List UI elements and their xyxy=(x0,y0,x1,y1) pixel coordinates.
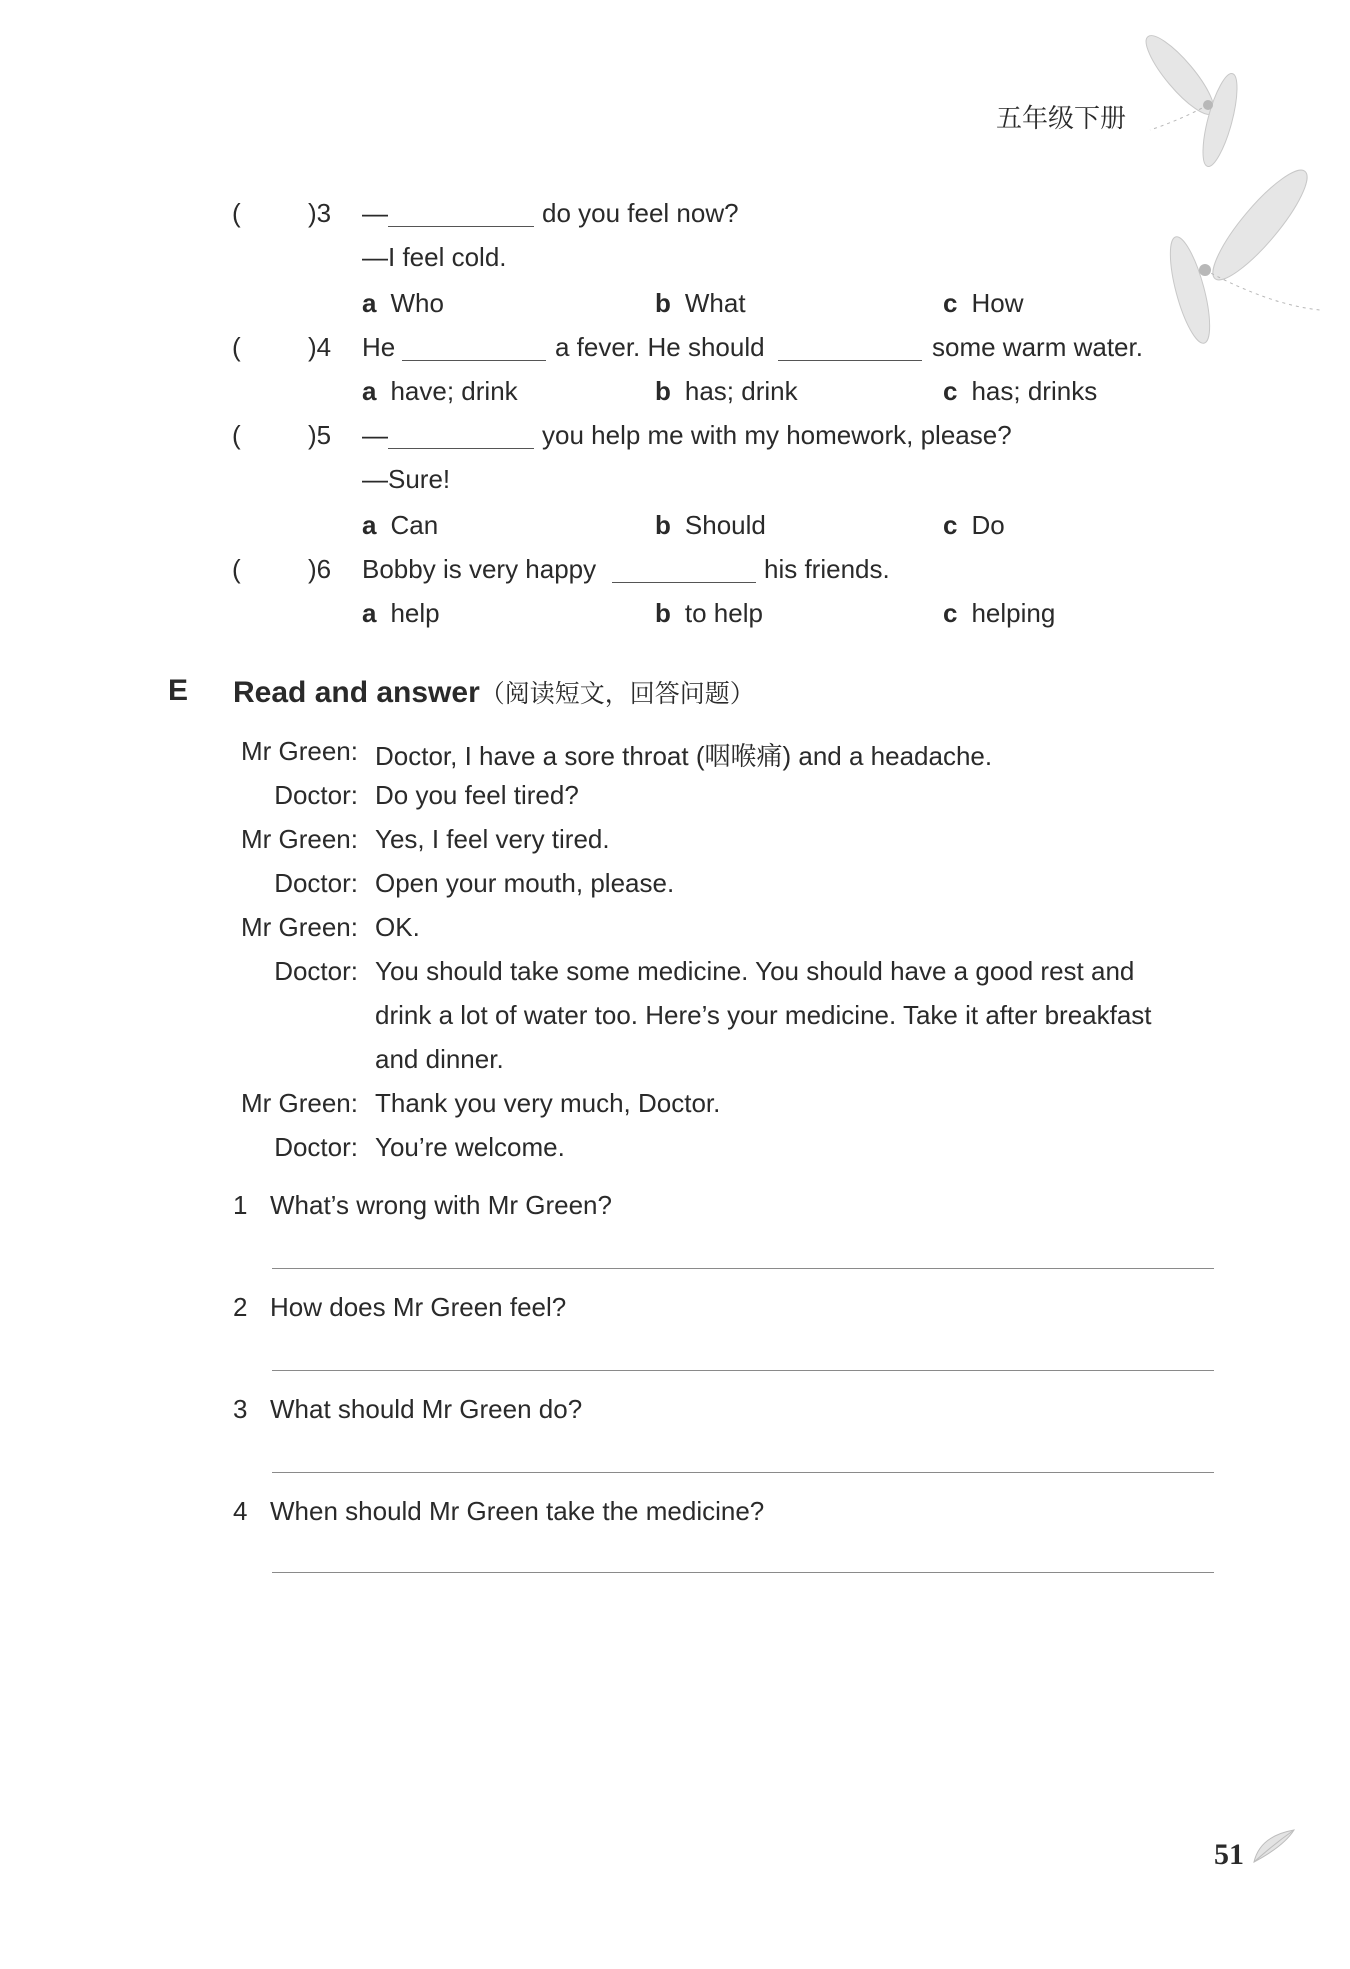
dialogue-line: drink a lot of water too. Here’s your medicine. Take it after breakfast xyxy=(375,1000,1152,1030)
answer-bracket-3[interactable] xyxy=(308,198,331,229)
paren-close: ) xyxy=(308,420,317,450)
fill-blank[interactable] xyxy=(388,422,534,449)
section-heading xyxy=(233,674,755,710)
fill-blank[interactable] xyxy=(402,334,546,361)
question-stem-post: do you feel now? xyxy=(542,198,739,228)
question-number: 6 xyxy=(316,554,332,584)
option-a: a help xyxy=(362,598,440,628)
option-c: c Do xyxy=(943,510,1005,540)
question-reply: —Sure! xyxy=(362,464,451,494)
dialogue-line: Open your mouth, please. xyxy=(375,868,675,898)
answer-line[interactable] xyxy=(272,1572,1214,1573)
paren-open: ( xyxy=(232,332,241,362)
dialogue-line: and dinner. xyxy=(375,1044,504,1074)
answer-question-text: What’s wrong with Mr Green? xyxy=(270,1190,612,1220)
question-stem-pre: — xyxy=(362,198,388,228)
dialogue-line: You should take some medicine. You should have a good rest and xyxy=(375,956,1135,986)
speaker-label: Mr Green: xyxy=(240,736,358,766)
question-reply: —I feel cold. xyxy=(362,242,507,272)
option-a: a Can xyxy=(362,510,439,540)
question-number: 5 xyxy=(316,420,332,450)
answer-line[interactable] xyxy=(272,1268,1214,1269)
fill-blank[interactable] xyxy=(388,200,534,227)
dialogue-line: You’re welcome. xyxy=(375,1132,565,1162)
dialogue-line: Doctor, I have a sore throat (咽喉痛) and a headache. xyxy=(375,741,993,771)
answer-question-number: 4 xyxy=(233,1496,248,1526)
answer-question-text: What should Mr Green do? xyxy=(270,1394,583,1424)
section-subtitle: （阅读短文，回答问题） xyxy=(479,679,755,708)
answer-question-number: 2 xyxy=(233,1292,248,1322)
option-a: a Who xyxy=(362,288,444,318)
speaker-label: Doctor: xyxy=(274,1132,358,1162)
header-title: 五年级下册 xyxy=(995,104,1126,134)
question-stem-pre: Bobby is very happy xyxy=(362,554,597,584)
question-stem-post: some warm water. xyxy=(932,332,1143,362)
paren-close: ) xyxy=(308,554,317,584)
speaker-label: Mr Green: xyxy=(240,1088,358,1118)
leaf-decoration-icon xyxy=(1250,1826,1300,1866)
question-number: 4 xyxy=(316,332,332,362)
answer-question-text: How does Mr Green feel? xyxy=(270,1292,567,1322)
dialogue-line: OK. xyxy=(375,912,420,942)
option-c: c helping xyxy=(943,598,1056,628)
question-stem-mid: a fever. He should xyxy=(555,332,765,362)
question-stem-post: you help me with my homework, please? xyxy=(542,420,1012,450)
section-letter: E xyxy=(168,674,189,707)
section-title: Read and answer xyxy=(233,676,480,709)
answer-bracket-6[interactable] xyxy=(308,554,331,585)
answer-question-number: 3 xyxy=(233,1394,248,1424)
option-b: b to help xyxy=(655,598,763,628)
dragonfly-decoration-icon xyxy=(1120,20,1340,360)
speaker-label: Doctor: xyxy=(274,868,358,898)
option-c: c How xyxy=(943,288,1024,318)
question-stem-pre: — xyxy=(362,420,388,450)
option-b: b What xyxy=(655,288,746,318)
paren-close: ) xyxy=(308,332,317,362)
paren-open: ( xyxy=(232,554,241,584)
option-a: a have; drink xyxy=(362,376,518,406)
question-number: 3 xyxy=(316,198,332,228)
option-b: b Should xyxy=(655,510,766,540)
answer-line[interactable] xyxy=(272,1370,1214,1371)
dialogue-line: Do you feel tired? xyxy=(375,780,579,810)
paren-open: ( xyxy=(232,420,241,450)
question-stem-post: his friends. xyxy=(764,554,890,584)
speaker-label: Mr Green: xyxy=(240,912,358,942)
question-stem-pre: He xyxy=(362,332,396,362)
paren-open: ( xyxy=(232,198,241,228)
answer-line[interactable] xyxy=(272,1472,1214,1473)
dialogue-line: Thank you very much, Doctor. xyxy=(375,1088,721,1118)
speaker-label: Doctor: xyxy=(274,956,358,986)
answer-bracket-5[interactable] xyxy=(308,420,331,451)
option-b: b has; drink xyxy=(655,376,798,406)
answer-question-text: When should Mr Green take the medicine? xyxy=(270,1496,765,1526)
fill-blank[interactable] xyxy=(612,556,756,583)
paren-close: ) xyxy=(308,198,317,228)
speaker-label: Doctor: xyxy=(274,780,358,810)
answer-question-number: 1 xyxy=(233,1190,248,1220)
answer-bracket-4[interactable] xyxy=(308,332,331,363)
option-c: c has; drinks xyxy=(943,376,1098,406)
page-number: 51 xyxy=(1214,1838,1244,1871)
dialogue-line: Yes, I feel very tired. xyxy=(375,824,610,854)
speaker-label: Mr Green: xyxy=(240,824,358,854)
fill-blank[interactable] xyxy=(778,334,922,361)
